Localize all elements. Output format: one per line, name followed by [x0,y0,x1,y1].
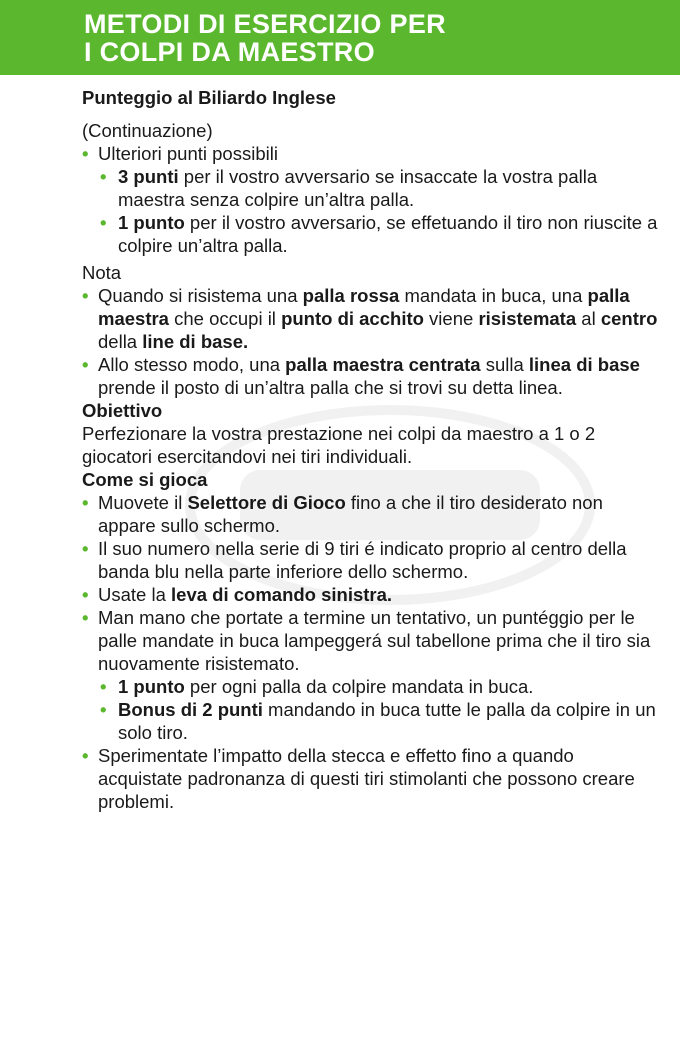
list-item-text: per il vostro avversario, se effetuando il tiro non riuscite a colpire un’altra palla. [118,212,658,256]
list-item [82,606,662,675]
bold-run: Selettore di Gioco [187,492,346,513]
text-run: della [98,331,143,352]
points-label: Bonus di 2 punti [118,699,263,720]
list-item [82,142,662,165]
list-item [82,353,662,399]
header-banner [0,0,680,75]
text-run: che occupi il [168,308,282,329]
come-list-end [82,744,662,813]
list-item [82,537,662,583]
nota-list [82,284,662,399]
list-item [100,165,662,211]
text-run: sulla [480,354,529,375]
text-run: viene [423,308,479,329]
list-item [100,675,662,698]
section-heading-come-si-gioca: Come si gioca [82,469,208,490]
text-run: mandata in buca, una [399,285,588,306]
bold-run: risistemata [478,308,577,329]
list-item [82,284,662,353]
section-heading-obiettivo: Obiettivo [82,400,163,421]
manual-content [82,86,662,813]
list-item-text: Il suo numero nella serie di 9 tiri é indicato proprio al centro della banda blu nella parte inferiore dello schermo. [98,538,627,582]
text-run: Muovete il [98,492,188,513]
obiettivo-text: Perfezionare la vostra prestazione nei colpi da maestro a 1 o 2 giocatori esercitandovi nei tiri individuali. [82,423,596,467]
bold-run: line di base. [142,331,249,352]
bold-run: punto di acchito [281,308,424,329]
list-item [82,744,662,813]
bold-run: palla maestra centrata [285,354,481,375]
bold-run: leva di comando sinistra. [171,584,393,605]
page-title-line1: METODI DI ESERCIZIO PER [84,9,446,39]
text-run: Quando si risistema una [98,285,303,306]
section-heading-nota: Nota [82,262,122,283]
text-run: al [576,308,601,329]
bold-run: palla maestra [98,285,630,329]
page-title [84,10,446,66]
points-label: 1 punto [118,676,185,697]
punteggio-sublist [100,165,662,257]
points-label: 1 punto [118,212,185,233]
page-title-line2: I COLPI DA MAESTRO [84,37,375,67]
bold-run: palla rossa [302,285,400,306]
come-sublist [100,675,662,744]
text-run: Usate la [98,584,172,605]
section-heading-punteggio: Punteggio al Biliardo Inglese [82,87,336,108]
list-item-text: Ulteriori punti possibili [98,143,278,164]
list-item [100,698,662,744]
list-item-text: Man mano che portate a termine un tentativo, un puntéggio per le palle mandate in buca lampeggerá sul tabellone prima che il tiro sia nuovamente risistemato. [98,607,651,674]
text-run: fino a che il tiro desiderato non appare sullo schermo. [98,492,603,536]
list-item-text: Sperimentate l’impatto della stecca e effetto fino a quando acquistate padronanza di questi tiri stimolanti che possono creare problemi. [98,745,635,812]
list-item [82,583,662,606]
continuation-label: (Continuazione) [82,120,213,141]
bold-run: linea di base [528,354,640,375]
come-list [82,491,662,675]
list-item [100,211,662,257]
list-item-text: mandando in buca tutte le palla da colpire in un solo tiro. [118,699,656,743]
list-item-text: per ogni palla da colpire mandata in buca. [184,676,534,697]
list-item-text: per il vostro avversario se insaccate la vostra palla maestra senza colpire un’altra palla. [118,166,598,210]
bold-run: centro [600,308,658,329]
list-item [82,491,662,537]
text-run: Allo stesso modo, una [98,354,286,375]
punteggio-list [82,142,662,165]
text-run: prende il posto di un’altra palla che si trovi su detta linea. [98,377,563,398]
points-label: 3 punti [118,166,179,187]
